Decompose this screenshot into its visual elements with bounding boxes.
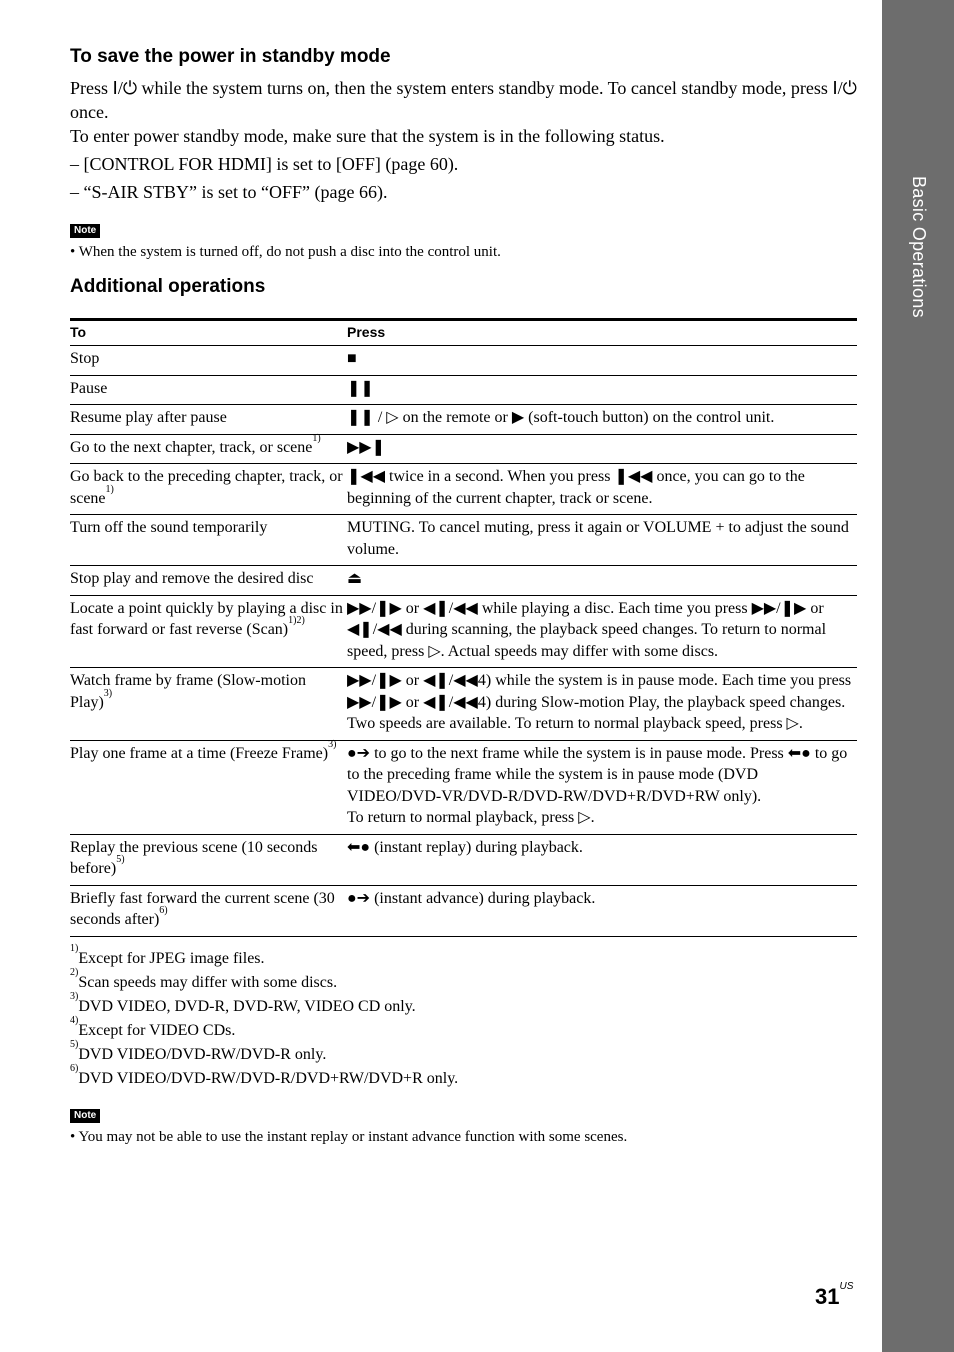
operation-cell	[70, 346, 347, 376]
operation-text: Replay the previous scene (10 seconds before)	[70, 838, 318, 877]
table-row	[70, 885, 857, 936]
operation-text: Briefly fast forward the current scene (30 seconds after)	[70, 889, 335, 928]
press-cell	[347, 885, 857, 936]
footnote	[70, 990, 858, 1019]
page-number-value: 31	[815, 1284, 840, 1309]
operation-text: Go to the next chapter, track, or scene	[70, 438, 313, 456]
press-cell	[347, 464, 857, 515]
footnote-ref: 6)	[159, 905, 168, 916]
footnote-mark: 5)	[70, 1038, 79, 1050]
press-text: MUTING. To cancel muting, press it again or VOLUME + to adjust the sound volume.	[347, 519, 849, 558]
operation-text: Turn off the sound temporarily	[70, 519, 268, 536]
note-label: Note	[70, 224, 100, 238]
press-text: ●➔ to go to the next frame while the system is in pause mode. Press ⬅● to go to the preceding frame while the system is in pause mode (DVD VIDEO/DVD-VR/DVD-R/DVD-RW/DVD+R/DVD+RW only).	[347, 744, 848, 805]
operation-cell	[70, 668, 347, 741]
footnote-mark: 6)	[70, 1062, 79, 1074]
additional-heading: Additional operations	[70, 276, 266, 297]
table-row	[70, 405, 857, 435]
footnote-ref: 1)2)	[288, 615, 305, 626]
operation-cell	[70, 405, 347, 435]
operation-cell	[70, 375, 347, 405]
operation-text: Resume play after pause	[70, 409, 227, 426]
press-text: ⬅● (instant replay) during playback.	[347, 838, 583, 856]
press-cell	[347, 740, 857, 834]
footnotes	[70, 942, 858, 1091]
standby-item: – [CONTROL FOR HDMI] is set to [OFF] (page 60).	[70, 154, 459, 174]
press-text: ⏏	[347, 570, 363, 587]
footnote-text: Except for VIDEO CDs.	[78, 1021, 236, 1039]
note-text: • When the system is turned off, do not push a disc into the control unit.	[70, 244, 501, 260]
press-cell	[347, 834, 857, 885]
operation-text: Stop	[70, 350, 100, 367]
page-content	[70, 40, 858, 1147]
footnote-mark: 4)	[70, 1014, 79, 1026]
standby-heading: To save the power in standby mode	[70, 46, 391, 67]
press-text: ▶▶/❚▶ or ◀❚/◀◀4) while the system is in pause mode. Each time you press ▶▶/❚▶ or ◀❚/◀◀4) during Slow-motion Play, the playback speed changes. Two speeds are available. To return to normal playback speed, press ▷.	[347, 672, 852, 732]
footnote-mark: 1)	[70, 942, 79, 954]
operations-table	[70, 318, 857, 937]
table-row	[70, 434, 857, 464]
operation-text: Locate a point quickly by playing a disc in fast forward or fast reverse (Scan)	[70, 599, 343, 638]
operation-cell	[70, 740, 347, 834]
operation-text: Stop play and remove the desired disc	[70, 570, 314, 587]
footnote-ref: 5)	[116, 854, 125, 865]
press-text: ▶▶❚	[347, 438, 386, 456]
footnote-ref: 3)	[103, 687, 113, 699]
section-tab	[904, 176, 934, 356]
operation-cell	[70, 595, 347, 668]
press-cell	[347, 434, 857, 464]
table-row	[70, 595, 857, 668]
footnote	[70, 1038, 858, 1067]
note-text: • You may not be able to use the instant replay or instant advance function with some scenes.	[70, 1128, 628, 1145]
press-cell	[347, 668, 857, 741]
operation-cell	[70, 434, 347, 464]
column-header-to: To	[70, 320, 347, 346]
footnote-text: DVD VIDEO, DVD-R, DVD-RW, VIDEO CD only.	[78, 997, 416, 1015]
operation-text: Watch frame by frame (Slow-motion Play)	[70, 672, 306, 711]
operation-cell	[70, 464, 347, 515]
table-row	[70, 464, 857, 515]
footnote-ref: 3)	[328, 738, 337, 750]
footnote	[70, 966, 858, 995]
page-region: US	[839, 1281, 854, 1292]
table-row	[70, 346, 857, 376]
standby-paragraph-2: To enter power standby mode, make sure that the system is in the following status.	[70, 126, 665, 146]
press-text: ❚❚	[347, 379, 374, 397]
press-text: ●➔ (instant advance) during playback.	[347, 889, 596, 907]
press-cell	[347, 566, 857, 596]
standby-item: – “S-AIR STBY” is set to “OFF” (page 66).	[70, 182, 388, 202]
footnote-mark: 3)	[70, 990, 79, 1002]
column-header-press: Press	[347, 320, 857, 346]
footnote-text: DVD VIDEO/DVD-RW/DVD-R only.	[78, 1045, 327, 1063]
press-text: To return to normal playback, press ▷.	[347, 809, 595, 826]
press-cell	[347, 595, 857, 668]
press-text: ❚❚ / ▷ on the remote or ▶ (soft-touch button) on the control unit.	[347, 409, 775, 426]
footnote-text: Scan speeds may differ with some discs.	[78, 973, 338, 991]
press-text: ❚◀◀ twice in a second. When you press ❚◀◀ once, you can go to the beginning of the current chapter, track or scene.	[347, 468, 805, 507]
press-text: ▶▶/❚▶ or ◀❚/◀◀ while playing a disc. Each time you press ▶▶/❚▶ or ◀❚/◀◀ during scanning, the playback speed changes. To return to normal speed, press ▷. Actual speeds may differ with some discs.	[347, 599, 827, 660]
press-cell	[347, 375, 857, 405]
footnote-mark: 2)	[70, 966, 79, 978]
table-row	[70, 740, 857, 834]
table-row	[70, 375, 857, 405]
table-row	[70, 566, 857, 596]
table-row	[70, 668, 857, 741]
footnote-ref: 1)	[312, 432, 321, 444]
press-cell	[347, 405, 857, 435]
table-body	[70, 346, 857, 937]
section-label: Basic Operations	[909, 176, 929, 318]
footnote-text: DVD VIDEO/DVD-RW/DVD-R/DVD+RW/DVD+R only.	[78, 1069, 459, 1087]
footnote	[70, 1062, 858, 1091]
note-label: Note	[70, 1109, 100, 1123]
table-row	[70, 834, 857, 885]
table-row	[70, 515, 857, 566]
operation-text: Play one frame at a time (Freeze Frame)	[70, 744, 329, 762]
press-cell	[347, 346, 857, 376]
table-header-row	[70, 320, 857, 346]
footnote	[70, 942, 858, 971]
operation-cell	[70, 566, 347, 596]
page-number	[815, 1281, 854, 1310]
footnote	[70, 1014, 858, 1043]
footnote-text: Except for JPEG image files.	[78, 949, 265, 967]
press-text: ■	[347, 350, 357, 367]
standby-paragraph-1: Press Ⅰ/⏻ while the system turns on, then the system enters standby mode. To cancel standby mode, press Ⅰ/⏻ once.	[70, 78, 857, 122]
operation-cell	[70, 515, 347, 566]
operation-text: Pause	[70, 379, 108, 397]
operation-cell	[70, 885, 347, 936]
operation-text: Go back to the preceding chapter, track, or scene	[70, 468, 343, 507]
operation-cell	[70, 834, 347, 885]
press-cell	[347, 515, 857, 566]
footnote-ref: 1)	[105, 483, 114, 495]
